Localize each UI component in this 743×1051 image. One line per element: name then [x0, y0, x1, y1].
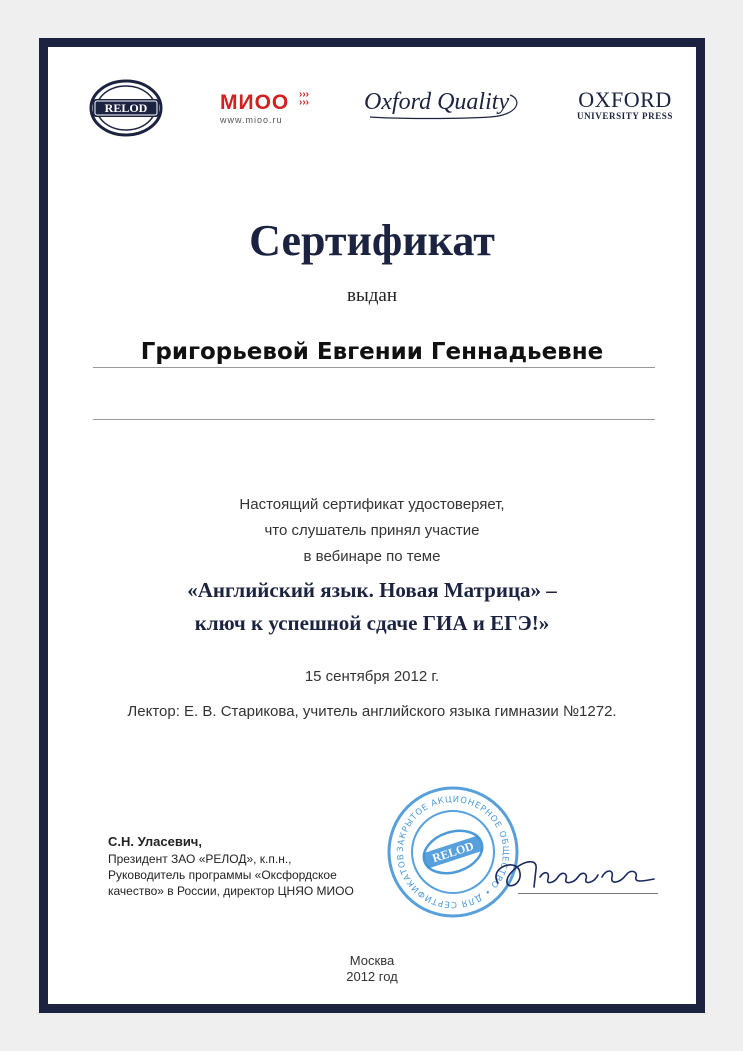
- mioo-logo: [220, 91, 312, 131]
- mioo-logo-text: МИОО: [220, 91, 290, 114]
- issue-place: [48, 953, 696, 985]
- oup-logo: [570, 89, 680, 129]
- seal-center-text: RELOD: [430, 838, 476, 866]
- body-line: что слушатель принял участие: [264, 522, 480, 539]
- city: Москва: [349, 953, 395, 968]
- oup-main-text: OXFORD: [578, 87, 672, 112]
- signature: [478, 847, 658, 897]
- topic-line: «Английский язык. Новая Матрица» –: [187, 578, 557, 602]
- lecturer-info: Лектор: Е. В. Старикова, учитель английского языка гимназии №1272.: [127, 703, 617, 720]
- oxford-quality-text: Oxford Quality: [364, 89, 510, 115]
- chevrons-icon: ››› ›››: [299, 89, 309, 108]
- body-line: Настоящий сертификат удостоверяет,: [239, 496, 505, 513]
- certificate-date: 15 сентября 2012 г.: [304, 668, 440, 685]
- oxford-quality-logo: [360, 87, 524, 123]
- oup-sub-text: UNIVERSITY PRESS: [576, 111, 674, 121]
- divider: [93, 419, 655, 420]
- signer-line: качество» в России, директор ЦНЯО МИОО: [108, 884, 354, 898]
- signature-line: [518, 893, 658, 894]
- certificate-title: Сертификат: [249, 216, 495, 265]
- year: 2012 год: [346, 969, 398, 984]
- seal-ring-text: ЗАКРЫТОЕ АКЦИОНЕРНОЕ ОБЩЕСТВО • ДЛЯ СЕРТИФИКАТОВ: [395, 794, 511, 910]
- certificate-page: [48, 47, 696, 1004]
- topic-line: ключ к успешной сдаче ГИА и ЕГЭ!»: [194, 611, 550, 635]
- certificate-border: [39, 38, 705, 1013]
- recipient-name: Григорьевой Евгении Геннадьевне: [140, 339, 604, 365]
- relod-logo: [89, 79, 163, 137]
- signer-name: С.Н. Уласевич,: [108, 834, 202, 849]
- body-line: в вебинаре по теме: [303, 548, 441, 565]
- signer-line: Руководитель программы «Оксфордское: [108, 868, 337, 882]
- webinar-topic: [48, 574, 696, 640]
- relod-logo-text: RELOD: [104, 101, 148, 115]
- divider: [93, 367, 655, 368]
- signer-line: Президент ЗАО «РЕЛОД», к.п.н.,: [108, 852, 292, 866]
- signer-description: [108, 851, 388, 899]
- issued-label: выдан: [346, 285, 397, 306]
- mioo-url: www.mioo.ru: [220, 115, 283, 125]
- certificate-body: [48, 492, 696, 570]
